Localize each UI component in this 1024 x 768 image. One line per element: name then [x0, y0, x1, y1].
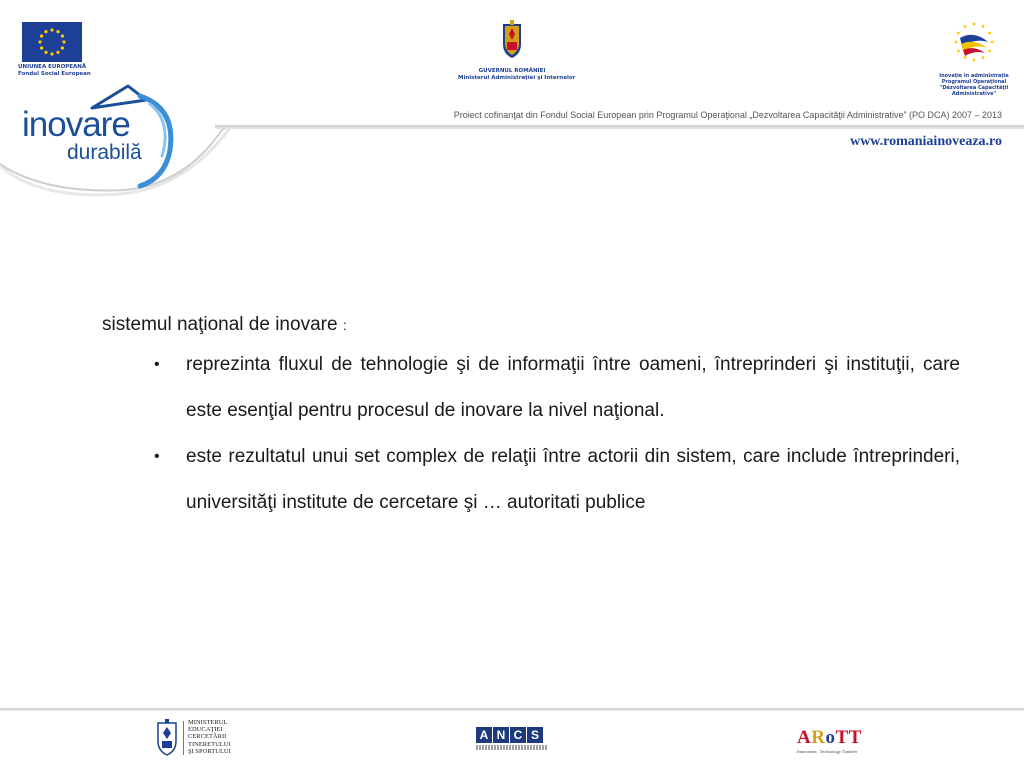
ministry-line5: ŞI SPORTULUI — [188, 747, 231, 755]
ministry-line2: EDUCAŢIEI — [188, 726, 223, 734]
posdca-emblem-icon — [952, 20, 996, 64]
government-logo-line2: Ministerul Administraţiei şi Internelor — [458, 75, 576, 81]
government-logo-line1: GUVERNUL ROMÂNIEI — [478, 68, 546, 74]
ancs-letter: S — [527, 727, 543, 743]
eu-flag-icon — [22, 22, 82, 62]
posdca-logo-line2: Programul Operaţional — [941, 79, 1007, 85]
ministry-logo — [155, 719, 255, 759]
eu-logo — [18, 22, 91, 78]
arott-letter: o — [825, 727, 836, 748]
brand-word-inovare: inovare — [22, 105, 130, 144]
project-cofinancing-text: Proiect cofinanţat din Fondul Social European prin Programul Operaţional „Dezvoltarea Capacităţii Administrative” (PO DCA) 2007 – 2013 — [453, 110, 1002, 120]
slide-heading — [102, 308, 960, 342]
ancs-fine-print-icon — [476, 745, 548, 750]
bullet-item — [102, 434, 960, 526]
bullet-item — [102, 342, 960, 434]
posdca-logo-line3: "Dezvoltarea Capacităţii — [939, 85, 1009, 91]
posdca-logo-line1: Inovaţie în administraţie — [939, 73, 1009, 79]
bullet-marker: • — [154, 448, 160, 465]
ancs-letter: C — [510, 727, 526, 743]
arott-letter: T — [835, 727, 849, 748]
bullet-list — [102, 342, 960, 526]
bullet-text: este rezultatul unui set complex de relaţii între actorii din sistem, care include întreprinderi, universităţi institute de cercetare şi … autoritati publice — [186, 446, 960, 513]
posdca-logo-line4: Administrative" — [951, 91, 997, 97]
ministry-logo-separator — [183, 721, 184, 755]
ancs-letter: A — [476, 727, 492, 743]
slide-content — [102, 308, 960, 526]
coat-of-arms-icon — [497, 20, 527, 60]
ministry-line1: MINISTERUL — [188, 719, 228, 726]
eu-logo-line2: Fondul Social European — [18, 71, 91, 77]
posdca-logo — [932, 20, 1016, 97]
ancs-letters — [476, 727, 548, 743]
ancs-logo — [476, 727, 548, 750]
brand-word-durabila: durabilă — [67, 141, 142, 164]
eu-logo-text — [18, 64, 91, 78]
government-logo-text — [458, 68, 576, 82]
ministry-line3: CERCETĂRII — [188, 733, 227, 741]
posdca-logo-text — [932, 73, 1016, 97]
bullet-marker: • — [154, 356, 160, 373]
bullet-text: reprezinta fluxul de tehnologie şi de informaţii între oameni, întreprinderi şi instituţii, care este esenţial pentru procesul de inovare la nivel naţional. — [186, 354, 960, 421]
arott-letter: A — [797, 727, 812, 748]
ministry-line4: TINERETULUI — [188, 740, 231, 748]
eu-logo-line1: UNIUNEA EUROPEANĂ — [18, 64, 87, 70]
arott-subtitle: Innovation . Technology Transfer — [797, 749, 858, 754]
arott-logo — [797, 728, 877, 754]
arott-letter: T — [848, 727, 862, 748]
arott-wordmark — [797, 728, 877, 748]
government-logo — [458, 20, 576, 82]
footer-divider — [0, 708, 1024, 711]
header-divider — [215, 125, 1024, 129]
website-link[interactable]: www.romaniainoveaza.ro — [850, 134, 1002, 149]
ancs-letter: N — [493, 727, 509, 743]
heading-colon: : — [342, 317, 347, 333]
ministry-crest-icon — [155, 719, 179, 757]
arott-letter: R — [811, 727, 826, 748]
heading-text: sistemul naţional de inovare — [102, 314, 338, 335]
ministry-logo-text — [188, 719, 231, 755]
